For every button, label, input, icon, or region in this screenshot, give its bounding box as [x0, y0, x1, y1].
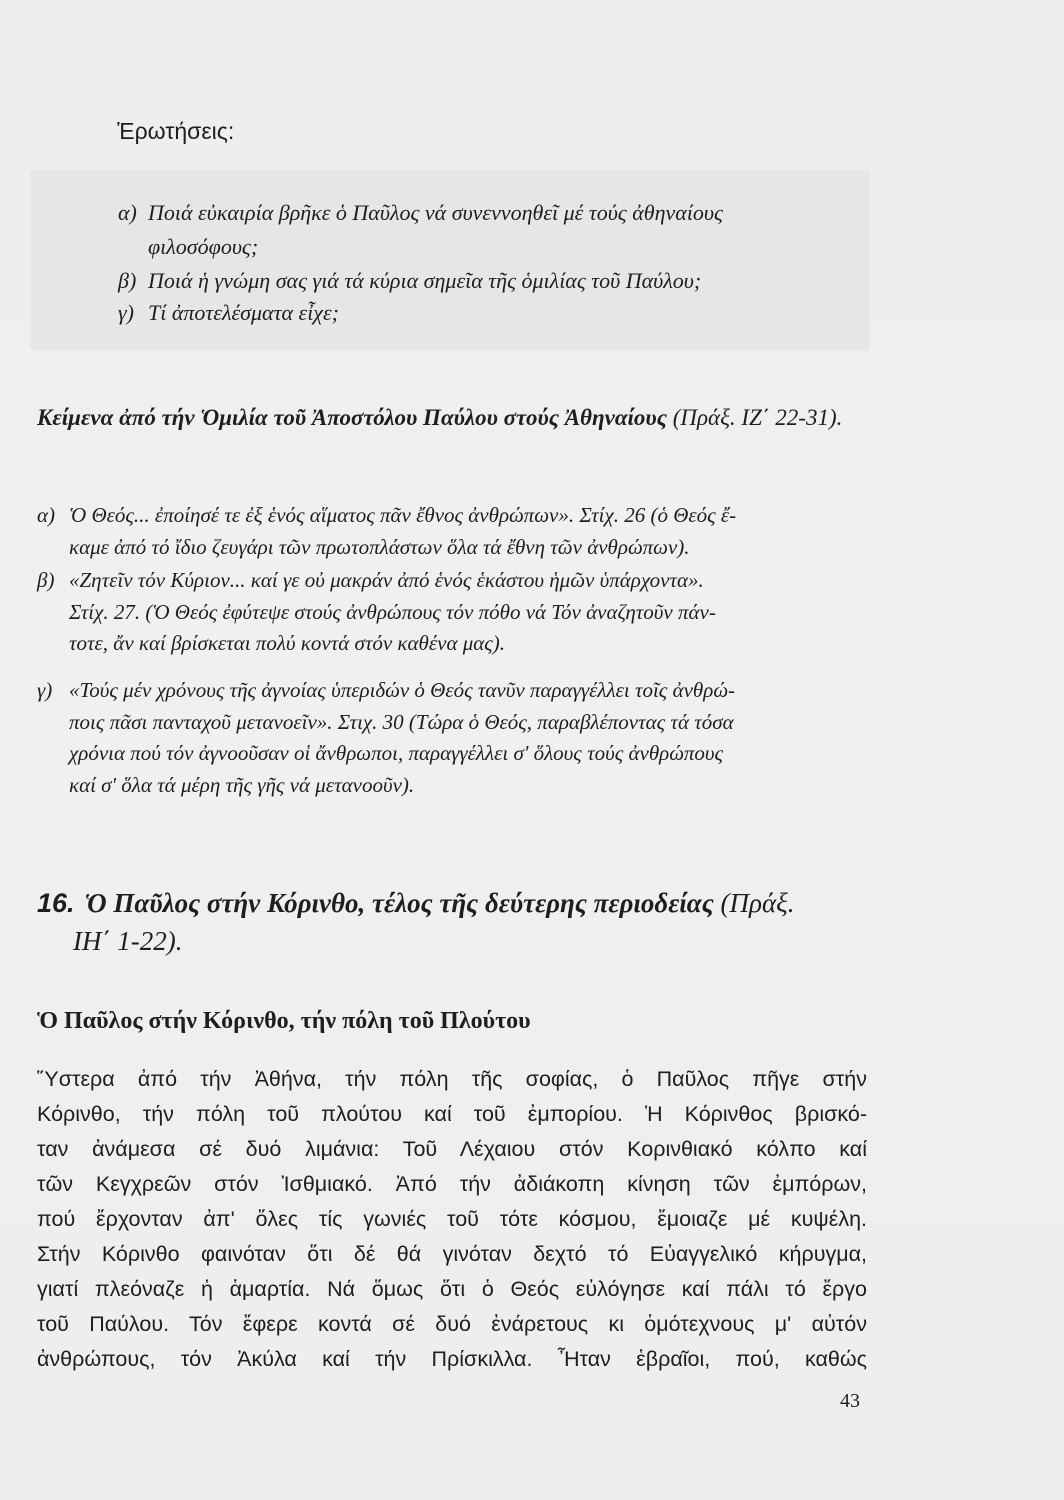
page-number: 43 — [840, 1390, 860, 1412]
body-line: Στήν Κόρινθο φαινόταν ὅτι δέ θά γινόταν δεχτό τό Εὐαγγελικό κήρυγμα, — [37, 1242, 867, 1266]
quote-text: Ὁ Θεός... ἐποίησέ τε ἐξ ἑνός αἵματος πᾶν ἔθνος ἀνθρώπων». Στίχ. 26 (ὁ Θεός ἔ- — [69, 503, 737, 527]
quote-line: τοτε, ἄν καί βρίσκεται πολύ κοντά στόν καθένα μας). — [69, 631, 506, 655]
body-line: γιατί πλεόναζε ἡ ἁμαρτία. Νά ὅμως ὅτι ὁ Θεός εὐλόγησε καί πάλι τό ἔργο — [37, 1277, 867, 1301]
body-line: πού ἔρχονταν ἀπ' ὅλες τίς γωνιές τοῦ τότε κόσμου, ἔμοιαζε μέ κυψέλη. — [37, 1207, 867, 1231]
question-label: γ) — [118, 300, 134, 325]
question-b — [118, 264, 701, 298]
quote-line: καμε ἀπό τό ἴδιο ζευγάρι τῶν πρωτοπλάστων ὅλα τά ἔθνη τῶν ἀνθρώπων). — [69, 534, 690, 559]
body-line: τῶν Κεγχρεῶν στόν Ἰσθμιακό. Ἀπό τήν ἀδιάκοπη κίνηση τῶν ἐμπόρων, — [37, 1172, 867, 1196]
questions-heading: Ἐρωτήσεις: — [117, 118, 235, 144]
question-text: Τί ἀποτελέσματα εἶχε; — [148, 300, 339, 325]
question-text: Ποιά ἡ γνώμη σας γιά τά κύρια σημεῖα τῆς ὁμιλίας τοῦ Παύλου; — [148, 268, 702, 293]
body-paragraph — [37, 1062, 867, 1377]
section-number: 16. — [37, 888, 75, 918]
question-label: β) — [118, 268, 137, 293]
reference-citation: (Πράξ. ΙΖ΄ 22-31). — [672, 405, 843, 430]
question-c — [118, 296, 339, 330]
section-title: Ὁ Παῦλος στήν Κόρινθο, τέλος τῆς δεύτερης περιοδείας — [84, 888, 714, 918]
quote-label: α) — [37, 503, 56, 527]
body-line: Ὕστερα ἀπό τήν Ἀθήνα, τήν πόλη τῆς σοφίας, ὁ Παῦλος πῆγε στήν — [37, 1067, 867, 1091]
section-citation-continuation: ΙΗ΄ 1-22). — [73, 926, 183, 956]
subsection-heading: Ὁ Παῦλος στήν Κόρινθο, τήν πόλη τοῦ Πλούτου — [37, 1008, 531, 1034]
quote-c — [37, 675, 877, 801]
body-line: ταν ἀνάμεσα σέ δυό λιμάνια: Τοῦ Λέχαιου στόν Κορινθιακό κόλπο καί — [37, 1137, 867, 1161]
quote-line — [37, 500, 877, 532]
section-citation: (Πράξ. — [720, 888, 795, 918]
question-text: Ποιά εὐκαιρία βρῆκε ὁ Παῦλος νά συνεννοηθεῖ μέ τούς ἀθηναίους — [148, 200, 723, 225]
section-heading-line — [37, 884, 877, 922]
question-a — [118, 196, 878, 230]
quote-text: «Ζητεῖν τόν Κύριον... καί γε οὐ μακράν ἀπό ἑνός ἑκάστου ἡμῶν ὑπάρχοντα». — [69, 568, 704, 592]
quote-line — [37, 675, 877, 707]
body-line: τοῦ Παύλου. Τόν ἔφερε κοντά σέ δυό ἐνάρετους κι ὁμότεχνους μ' αὐτόν — [37, 1312, 867, 1336]
reference-heading — [37, 400, 867, 436]
reference-heading-text: Κείμενα ἀπό τήν Ὁμιλία τοῦ Ἀποστόλου Παύλου στούς Ἀθηναίους — [37, 405, 667, 430]
quote-b — [37, 565, 877, 660]
quote-line: Στίχ. 27. (Ὁ Θεός ἐφύτεψε στούς ἀνθρώπους τόν πόθο νά Τόν ἀναζητοῦν πάν- — [69, 599, 716, 624]
section-heading — [37, 884, 877, 960]
quote-line — [37, 565, 877, 597]
question-a-continuation: φιλοσόφους; — [148, 234, 259, 259]
quote-text: «Τούς μέν χρόνους τῆς ἀγνοίας ὑπεριδών ὁ Θεός τανῦν παραγγέλλει τοῖς ἀνθρώ- — [69, 678, 735, 702]
quote-a — [37, 500, 877, 563]
body-line: ἀνθρώπους, τόν Ἀκύλα καί τήν Πρίσκιλλα. Ἦταν ἑβραῖοι, πού, καθώς — [37, 1347, 867, 1371]
quote-label: β) — [37, 568, 55, 592]
quote-line: χρόνια πού τόν ἀγνοοῦσαν οἱ ἄνθρωποι, παραγγέλλει σ' ὅλους τούς ἀνθρώπους — [69, 741, 724, 765]
quote-label: γ) — [37, 678, 53, 702]
quote-line: ποις πᾶσι πανταχοῦ μετανοεῖν». Στιχ. 30 (Τώρα ὁ Θεός, παραβλέποντας τά τόσα — [69, 709, 734, 734]
body-line: Κόρινθο, τήν πόλη τοῦ πλούτου καί τοῦ ἐμπορίου. Ἡ Κόρινθος βρισκό- — [37, 1102, 867, 1126]
quote-line: καί σ' ὅλα τά μέρη τῆς γῆς νά μετανοοῦν). — [69, 772, 415, 797]
question-label: α) — [118, 200, 137, 225]
